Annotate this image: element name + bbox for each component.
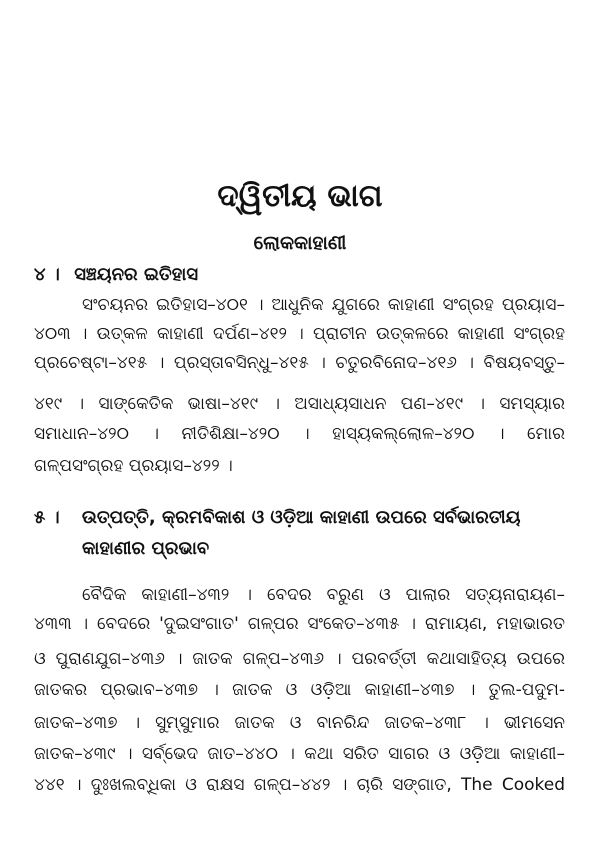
part-subtitle: ଲୋକକାହାଣୀ	[253, 232, 347, 254]
section-5-line: ଜାତକର ପ୍ରଭାବ–୪୩୭ । ଜାତକ ଓ ଓଡ଼ିଆ କାହାଣୀ–୪୩୭ । ତୁଲ-ପଦୁମ-	[34, 680, 565, 700]
section-4-line: ସଂଚୟନର ଇତିହାସ–୪୦୧ । ଆଧୁନିକ ଯୁଗରେ କାହାଣୀ ସଂଗ୍ରହ ପ୍ରୟାସ–	[82, 295, 565, 315]
section-title-continued: କାହାଣୀର ପ୍ରଭାବ	[82, 538, 210, 559]
section-5-heading	[34, 505, 521, 531]
section-4-line: ସମାଧାନ–୪୨୦ । ନୀତିଶିକ୍ଷା–୪୨୦ । ହାସ୍ୟକଲ୍ଲୋଳ–୪୨୦ । ମୋର	[34, 424, 565, 444]
section-5-line: ଓ ପୁରାଣଯୁଗ–୪୩୬ । ଜାତକ ଗଳ୍ପ–୪୩୬ । ପରବର୍ତ୍ତୀ କଥାସାହିତ୍ୟ ଉପରେ	[34, 649, 565, 669]
section-4-heading	[34, 262, 198, 288]
section-4-line: ପ୍ରଚେଷ୍ଟା–୪୧୫ । ପ୍ରସ୍ତାବସିନ୍ଧୁ–୪୧୫ । ଚତୁରବିନୋଦ–୪୧୬ । ବିଷୟବସ୍ତୁ–	[34, 353, 565, 373]
section-4-line: ୪୧୯ । ସାଙ୍କେତିକ ଭାଷା–୪୧୯ । ଅସାଧ୍ୟସାଧନ ପଣ–୪୧୯ । ସମସ୍ୟାର	[34, 394, 565, 414]
section-title: ସଞ୍ଚୟନର ଇତିହାସ	[74, 264, 199, 285]
section-5-line: ଜାତକ–୪୩୯ । ସର୍ବ୍ଭେଦ ଜାତ–୪୪୦ । କଥା ସରିତ ସାଗର ଓ ଓଡ଼ିଆ କାହାଣୀ–	[34, 744, 565, 764]
section-4-line: ଗଳ୍ପସଂଗ୍ରହ ପ୍ରୟାସ–୪୨୨ ।	[34, 456, 233, 476]
part-title: ଦ୍ୱିତୀୟ ଭାଗ	[217, 178, 383, 214]
section-4-line: ୪୦୩ । ଉତ୍କଳ କାହାଣୀ ଦର୍ପଣ–୪୧୨ । ପ୍ରାଚୀନ ଉତ୍କଳରେ କାହାଣୀ ସଂଗ୍ରହ	[34, 324, 565, 344]
section-5-line: ଜାତକ–୪୩୭ । ସୁମ୍ସୁମାର ଜାତକ ଓ ବାନରିନ୍ଦ ଜାତକ–୪୩୮ । ଭୀମସେନ	[34, 713, 565, 733]
section-5-line: ବୈଦିକ କାହାଣୀ–୪୩୨ । ବେଦର ବରୁଣ ଓ ପାଲାର ସତ୍ୟନାରାୟଣ–	[82, 585, 565, 605]
section-5-line: ୪୩୩ । ବେଦରେ 'ଦୁଇସଂଗାତ' ଗଳ୍ପର ସଂକେତ–୪୩୫ । ରାମାୟଣ, ମହାଭାରତ	[34, 614, 565, 634]
section-number: ୫ ।	[34, 507, 60, 528]
section-title: ଉତ୍ପତ୍ତି, କ୍ରମବିକାଶ ଓ ଓଡ଼ିଆ କାହାଣୀ ଉପରେ ସର୍ବଭାରତୀୟ	[81, 507, 521, 528]
section-number: ୪ ।	[34, 264, 60, 285]
section-5-line: ୪୪୧ । ଦୁଃଖଲବ୍ଧିକା ଓ ରାକ୍ଷସ ଗଳ୍ପ–୪୪୨ । ଚାରି ସଙ୍ଗାତ, The Cooked	[34, 775, 565, 795]
